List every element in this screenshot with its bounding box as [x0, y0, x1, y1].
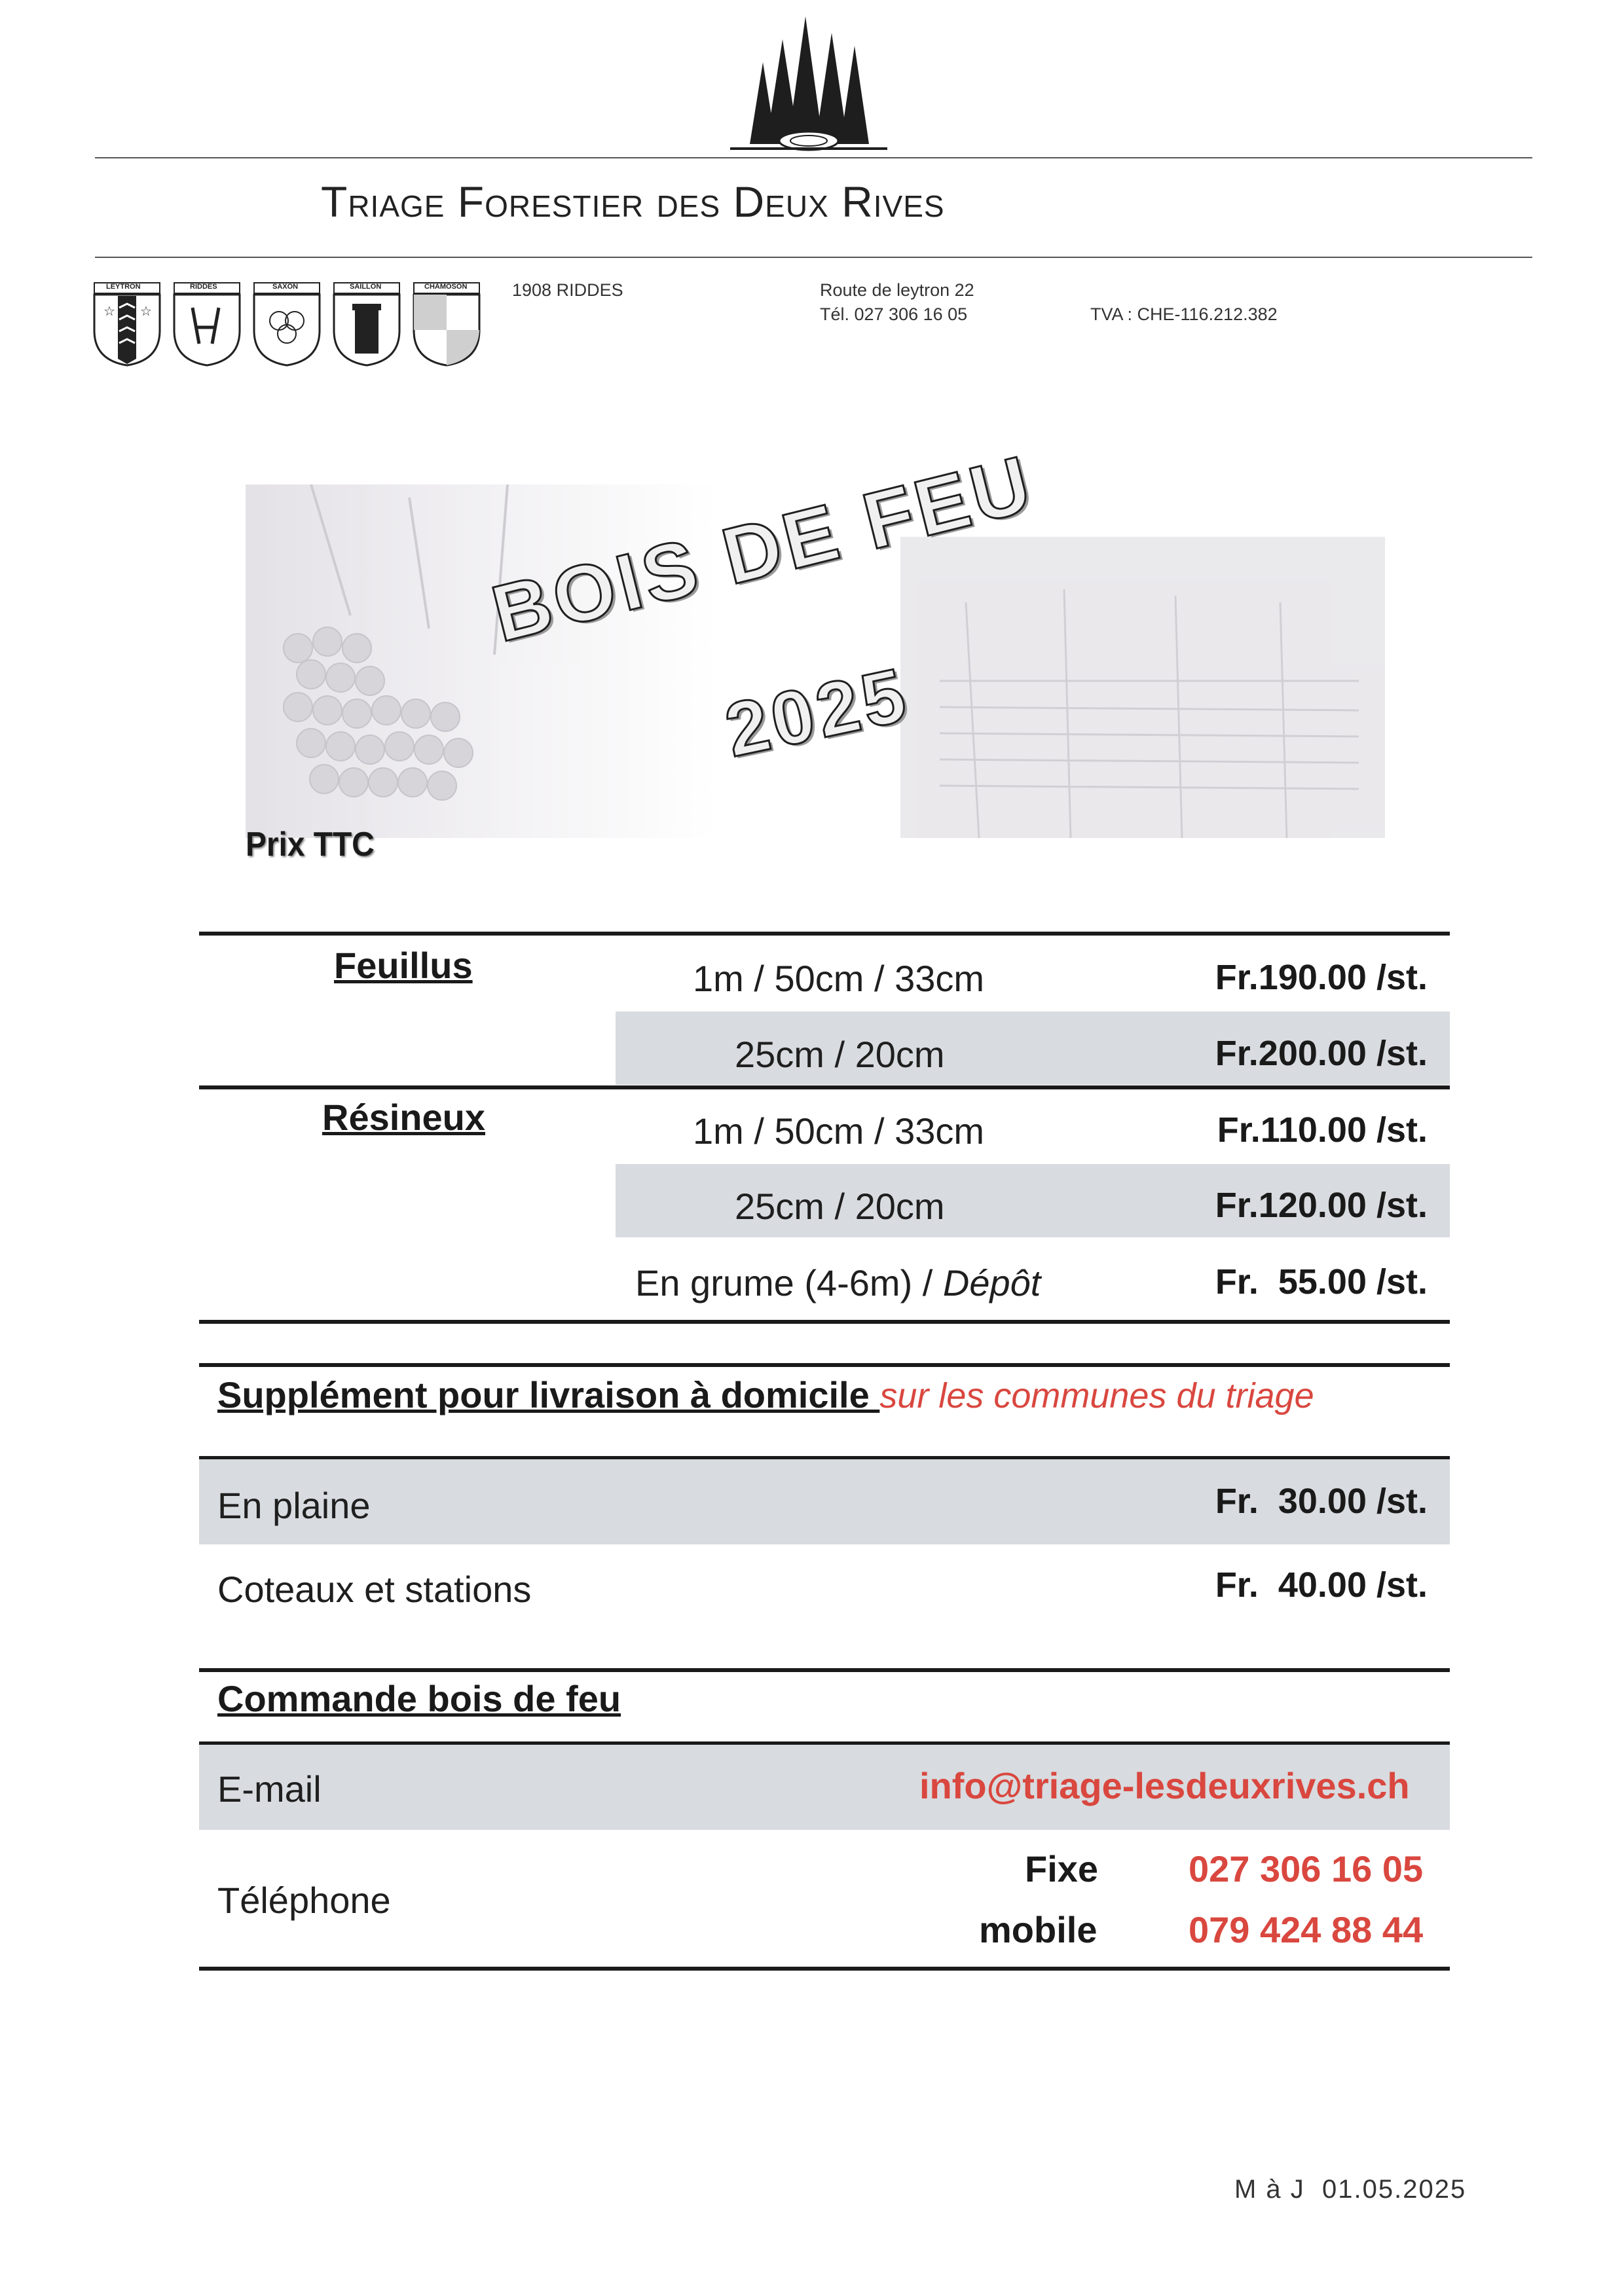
svg-text:☆: ☆ — [103, 304, 115, 319]
commune-label: RIDDES — [190, 283, 217, 291]
delivery-title-text: Supplément pour livraison à domicile — [217, 1374, 880, 1415]
delivery-label-2: Coteaux et stations — [217, 1569, 532, 1610]
shield-chamoson-icon — [414, 283, 479, 365]
resineux-size-2: 25cm / 20cm — [735, 1186, 945, 1227]
resineux-price-1: Fr.110.00 /st. — [1217, 1110, 1428, 1150]
order-email-link[interactable]: info@triage-lesdeuxrives.ch — [919, 1765, 1410, 1806]
commune-shields — [93, 282, 492, 367]
order-rule-bottom — [199, 1967, 1450, 1971]
price-table-rule-mid — [199, 1085, 1450, 1089]
order-rule-top — [199, 1668, 1450, 1672]
prix-ttc-label: Prix TTC — [246, 826, 375, 864]
order-phone-label: Téléphone — [217, 1880, 391, 1921]
shield-saillon-icon — [334, 283, 399, 365]
postal-city: 1908 RIDDES — [512, 280, 623, 300]
header-rule-top — [95, 157, 1532, 158]
last-updated: M à J 01.05.2025 — [1234, 2175, 1467, 2204]
delivery-price-1: Fr. 30.00 /st. — [1215, 1482, 1428, 1521]
phone-header: Tél. 027 306 16 05 — [820, 304, 968, 324]
shield-riddes-icon — [174, 283, 240, 365]
banner-title-line1: BOIS DE FEU — [483, 438, 1043, 659]
org-name-text: Triage Forestier des Deux Rives — [321, 177, 945, 226]
grume-depot: Dépôt — [942, 1262, 1041, 1303]
organization-name — [321, 177, 945, 227]
price-table-rule-top — [199, 932, 1450, 936]
order-email-label: E-mail — [217, 1768, 322, 1810]
delivery-title-note: sur les communes du triage — [879, 1376, 1314, 1415]
forest-logo-icon — [724, 13, 894, 154]
banner-title-line2: 2025 — [718, 651, 917, 773]
order-mobile-label: mobile — [979, 1909, 1098, 1950]
resineux-size-1: 1m / 50cm / 33cm — [693, 1110, 985, 1152]
order-fixe-label: Fixe — [1025, 1848, 1099, 1889]
resineux-grume-price: Fr. 55.00 /st. — [1215, 1262, 1428, 1302]
delivery-title — [217, 1374, 1314, 1416]
order-title: Commande bois de feu — [217, 1678, 621, 1719]
category-resineux: Résineux — [322, 1097, 485, 1138]
price-table-rule-bottom — [199, 1320, 1450, 1324]
feuillus-price-2: Fr.200.00 /st. — [1215, 1034, 1428, 1073]
feuillus-size-1: 1m / 50cm / 33cm — [693, 958, 985, 999]
resineux-price-2: Fr.120.00 /st. — [1215, 1186, 1428, 1225]
header-rule-bottom — [95, 257, 1532, 258]
grume-size: En grume (4-6m) / — [635, 1262, 943, 1303]
commune-label: SAXON — [272, 283, 299, 291]
category-feuillus: Feuillus — [334, 945, 473, 986]
delivery-rule-top — [199, 1363, 1450, 1367]
shield-saxon-icon — [254, 283, 320, 365]
svg-text:☆: ☆ — [140, 304, 152, 319]
vat-number: TVA : CHE-116.212.382 — [1090, 304, 1278, 324]
feuillus-size-2: 25cm / 20cm — [735, 1034, 945, 1075]
feuillus-price-1: Fr.190.00 /st. — [1215, 958, 1428, 997]
resineux-grume — [635, 1262, 1041, 1304]
shield-leytron-icon — [94, 283, 160, 365]
commune-label: SAILLON — [350, 283, 382, 291]
order-mobile-number[interactable]: 079 424 88 44 — [1189, 1909, 1424, 1950]
commune-labels — [93, 283, 492, 292]
banner-title — [481, 438, 1136, 812]
commune-label: LEYTRON — [106, 283, 141, 291]
delivery-label-1: En plaine — [217, 1485, 371, 1526]
order-fixe-number[interactable]: 027 306 16 05 — [1189, 1848, 1424, 1889]
street-address: Route de leytron 22 — [820, 280, 974, 300]
delivery-price-2: Fr. 40.00 /st. — [1215, 1565, 1428, 1605]
commune-label: CHAMOSON — [424, 283, 468, 291]
